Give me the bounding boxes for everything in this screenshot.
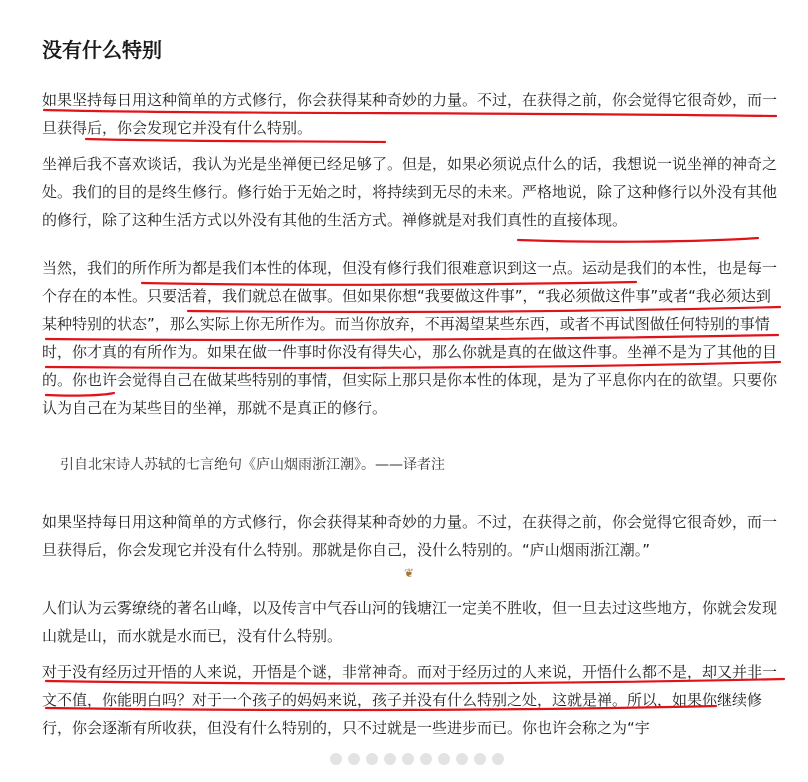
paragraph-1: 如果坚持每日用这种简单的方式修行，你会获得某种奇妙的力量。不过，在获得之前，你会觉得它很奇妙，而一旦获得后，你会发现它并没有什么特别。 <box>42 91 778 137</box>
footnote: 引自北宋诗人苏轼的七言绝句《庐山烟雨浙江潮》。——译者注 <box>60 457 445 473</box>
page-title: 没有什么特别 <box>42 38 162 62</box>
paragraph-3: 当然，我们的所作所为都是我们本性的体现，但没有修行我们很难意识到这一点。运动是我们的本性，也是每一个存在的本性。只要活着，我们就总在做事。但如果你想“我要做这件事”，“我必须做这件事”或者“我必须达到某种特别的状态”，那么实际上你无所作为。而当你放弃，不再渴望某些东西，或者不再试图做任何特别的事情时，你才真的有所作为。如果在做一件事时你没有得失心，那么你就是真的在做这件事。坐禅不是为了其他的目的。你也许会觉得自己在做某些特别的事情，但实际上那只是你本性的体现，是为了平息你内在的欲望。只要你认为自己在为某些目的坐禅，那就不是真正的修行。 <box>42 259 778 417</box>
ornament-icon: ❦ <box>404 566 415 580</box>
underline-stroke <box>518 238 758 242</box>
paragraph-2: 坐禅后我不喜欢谈话，我认为光是坐禅便已经足够了。但是，如果必须说点什么的话，我想说一说坐禅的神奇之处。我们的目的是终生修行。修行始于无始之时，将持续到无尽的未来。严格地说，除了这种修行以外没有其他的修行，除了这种生活方式以外没有其他的生活方式。禅修就是对我们真性的直接体现。 <box>42 155 778 229</box>
paragraph-4: 如果坚持每日用这种简单的方式修行，你会获得某种奇妙的力量。不过，在获得之前，你会觉得它很奇妙，而一旦获得后，你会发现它并没有什么特别。那就是你自己，没什么特别的。“庐山烟雨浙江潮。” <box>42 513 778 559</box>
paragraph-5: 人们认为云雾缭绕的著名山峰，以及传言中气吞山河的钱塘江一定美不胜收，但一旦去过这些地方，你就会发现山就是山，而水就是水而已，没有什么特别。 <box>42 599 778 645</box>
paragraph-6: 对于没有经历过开悟的人来说，开悟是个谜，非常神奇。而对于经历过的人来说，开悟什么都不是，却又并非一文不值，你能明白吗？对于一个孩子的妈妈来说，孩子并没有什么特别之处，这就是禅。所以，如果你继续修行，你会逐渐有所收获，但没有什么特别的，只不过就是一些进步而已。你也许会称之为“宇 <box>42 663 778 737</box>
watermark <box>330 748 504 770</box>
